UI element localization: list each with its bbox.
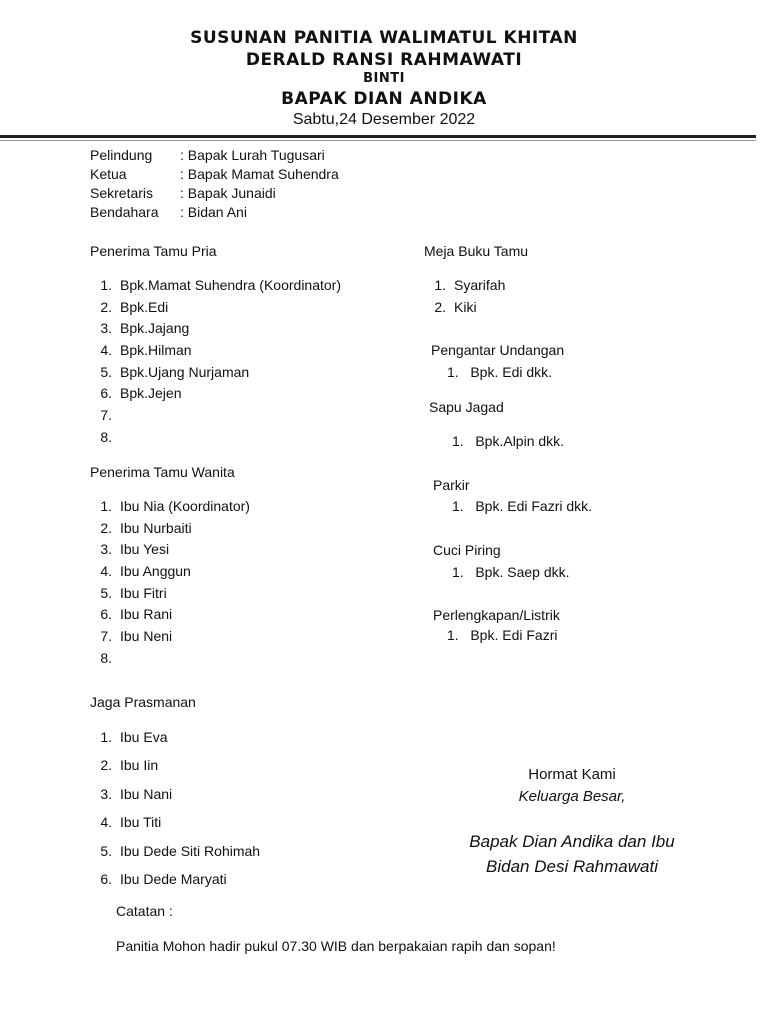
role-value: : Bapak Lurah Tugusari <box>180 147 325 163</box>
section-heading-penerima-wanita: Penerima Tamu Wanita <box>90 464 235 480</box>
list-item: 4. Ibu Anggun <box>100 563 191 580</box>
notes-label: Catatan : <box>116 903 173 919</box>
list-item: 2. Ibu Nurbaiti <box>100 519 192 536</box>
title-line-1: SUSUNAN PANITIA WALIMATUL KHITAN <box>190 28 578 48</box>
list-item: 6. Bpk.Jejen <box>100 385 182 402</box>
header-divider-thin <box>0 140 756 141</box>
section-heading-sapu-jagad: Sapu Jagad <box>429 399 504 415</box>
header-divider <box>0 135 756 138</box>
parkir-item: 1. Bpk. Edi Fazri dkk. <box>452 498 593 514</box>
pengantar-undangan-item: 1. Bpk. Edi dkk. <box>447 364 553 380</box>
committee-roles-table <box>90 147 339 223</box>
list-jaga-prasmanan <box>96 729 260 899</box>
section-heading-jaga-prasmanan: Jaga Prasmanan <box>90 694 196 710</box>
role-row <box>90 166 339 185</box>
list-item: 5. Bpk.Ujang Nurjaman <box>100 363 250 380</box>
list-item: 1. Ibu Nia (Koordinator) <box>100 498 250 514</box>
signature-name-line-1: Bapak Dian Andika dan Ibu <box>469 832 675 851</box>
list-item: 8. <box>100 649 112 666</box>
list-item: 2. Bpk.Edi <box>100 298 169 315</box>
list-item: 7. Ibu Neni <box>100 628 173 645</box>
list-item: 1. Ibu Eva <box>100 729 168 745</box>
cuci-piring-item: 1. Bpk. Saep dkk. <box>452 564 570 580</box>
role-row <box>90 204 339 223</box>
role-value: : Bapak Junaidi <box>180 185 276 201</box>
list-item: 3. Ibu Yesi <box>100 541 170 558</box>
list-item: 6. Ibu Rani <box>100 606 173 623</box>
signature-family: Keluarga Besar, <box>518 788 626 805</box>
list-item: 6. Ibu Dede Maryati <box>100 870 227 887</box>
role-row <box>90 147 339 166</box>
list-item: 3. Ibu Nani <box>100 785 173 802</box>
list-item: 5. Ibu Fitri <box>100 584 167 601</box>
list-item: 4. Ibu Titi <box>100 814 162 831</box>
title-line-4: BAPAK DIAN ANDIKA <box>281 89 487 109</box>
list-meja-buku-tamu <box>430 277 505 320</box>
list-item: 4. Bpk.Hilman <box>100 342 192 359</box>
role-key: Pelindung <box>90 147 153 163</box>
list-item: 3. Bpk.Jajang <box>100 320 190 337</box>
list-item: 8. <box>100 428 112 445</box>
section-heading-penerima-pria: Penerima Tamu Pria <box>90 243 217 259</box>
role-key: Sekretaris <box>90 185 154 201</box>
list-item: 7. <box>100 407 112 424</box>
sapu-jagad-item: 1. Bpk.Alpin dkk. <box>452 433 565 449</box>
signature-name-line-2: Bidan Desi Rahmawati <box>486 857 658 876</box>
list-item: 5. Ibu Dede Siti Rohimah <box>100 842 261 859</box>
section-heading-perlengkapan: Perlengkapan/Listrik <box>433 607 560 623</box>
role-key: Ketua <box>90 166 127 182</box>
list-penerima-wanita <box>96 498 250 672</box>
section-heading-parkir: Parkir <box>433 477 470 493</box>
title-line-3: BINTI <box>363 71 405 86</box>
list-item: 2. Kiki <box>434 298 477 315</box>
role-key: Bendahara <box>90 204 159 220</box>
title-line-2: DERALD RANSI RAHMAWATI <box>245 50 523 70</box>
list-item: 1. Bpk.Mamat Suhendra (Koordinator) <box>100 277 341 293</box>
list-penerima-pria <box>96 277 341 451</box>
section-heading-meja-buku-tamu: Meja Buku Tamu <box>424 243 529 259</box>
list-item: 2. Ibu Iin <box>100 757 159 774</box>
signature-greeting: Hormat Kami <box>528 766 616 783</box>
list-item: 1. Syarifah <box>434 277 506 293</box>
section-heading-cuci-piring: Cuci Piring <box>433 542 501 558</box>
perlengkapan-item: 1. Bpk. Edi Fazri <box>447 627 558 643</box>
role-value: : Bapak Mamat Suhendra <box>180 166 339 182</box>
role-row <box>90 185 339 204</box>
section-heading-pengantar-undangan: Pengantar Undangan <box>431 342 565 358</box>
notes-text: Panitia Mohon hadir pukul 07.30 WIB dan berpakaian rapih dan sopan! <box>116 938 556 954</box>
role-value: : Bidan Ani <box>180 204 247 220</box>
event-date: Sabtu,24 Desember 2022 <box>292 111 476 128</box>
